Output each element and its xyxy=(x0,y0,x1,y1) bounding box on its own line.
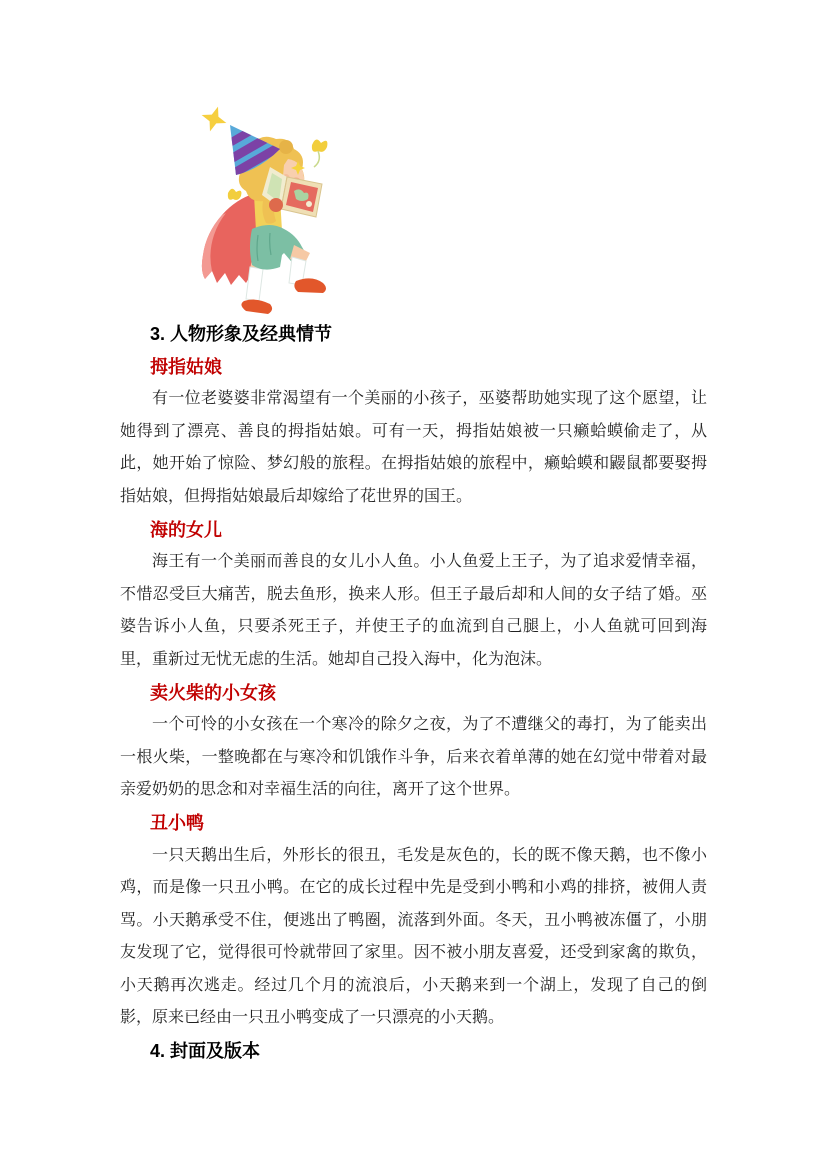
boy-reading-illustration xyxy=(192,103,342,323)
document-content xyxy=(120,318,707,1068)
section-heading-characters: 3. 人物形象及经典情节 xyxy=(150,324,333,344)
story-paragraph-ugly-duckling: 一只天鹅出生后，外形长的很丑，毛发是灰色的，长的既不像天鹅，也不像小鸡，而是像一只丑小鸭。在它的成长过程中先是受到小鸭和小鸡的排挤，被佣人责骂。小天鹅承受不住，便逃出了鸭圈，流落到外面。冬天，丑小鸭被冻僵了，小朋友发现了它，觉得很可怜就带回了家里。因不被小朋友喜爱，还受到家禽的欺负，小天鹅再次逃走。经过几个月的流浪后，小天鹅来到一个湖上，发现了自己的倒影，原来已经由一只丑小鸭变成了一只漂亮的小天鹅。 xyxy=(120,846,707,1027)
story-title-ugly-duckling: 丑小鸭 xyxy=(150,812,204,833)
boy-reading-illustration-svg xyxy=(192,103,342,323)
star xyxy=(198,103,231,135)
hand xyxy=(269,198,283,212)
butterfly-right xyxy=(312,139,328,167)
story-paragraph-little-mermaid: 海王有一个美丽而善良的女儿小人鱼。小人鱼爱上王子，为了追求爱情幸福，不惜忍受巨大痛苦，脱去鱼形，换来人形。但王子最后却和人间的女子结了婚。巫婆告诉小人鱼，只要杀死王子，并使王子的血流到自己腿上，小人鱼就可回到海里，重新过无忧无虑的生活。她却自己投入海中，化为泡沫。 xyxy=(120,553,707,668)
story-title-thumbelina: 拇指姑娘 xyxy=(150,356,222,377)
section-heading-cover: 4. 封面及版本 xyxy=(150,1041,261,1062)
front-leg xyxy=(289,245,326,293)
story-paragraph-little-match-girl: 一个可怜的小女孩在一个寒冷的除夕之夜，为了不遭继父的毒打，为了能卖出一根火柴，一整晚都在与寒冷和饥饿作斗争，后来衣着单薄的她在幻觉中带着对最亲爱奶奶的思念和对幸福生活的向往，离开了这个世界。 xyxy=(120,716,707,799)
story-paragraph-thumbelina: 有一位老婆婆非常渴望有一个美丽的小孩子，巫婆帮助她实现了这个愿望，让她得到了漂亮、善良的拇指姑娘。可有一天，拇指姑娘被一只癞蛤蟆偷走了，从此，她开始了惊险、梦幻般的旅程。在拇指姑娘的旅程中，癞蛤蟆和鼹鼠都要娶拇指姑娘，但拇指姑娘最后却嫁给了花世界的国王。 xyxy=(120,390,707,505)
story-title-little-mermaid: 海的女儿 xyxy=(150,519,222,540)
story-title-little-match-girl: 卖火柴的小女孩 xyxy=(150,682,276,703)
butterfly-left xyxy=(228,189,242,200)
